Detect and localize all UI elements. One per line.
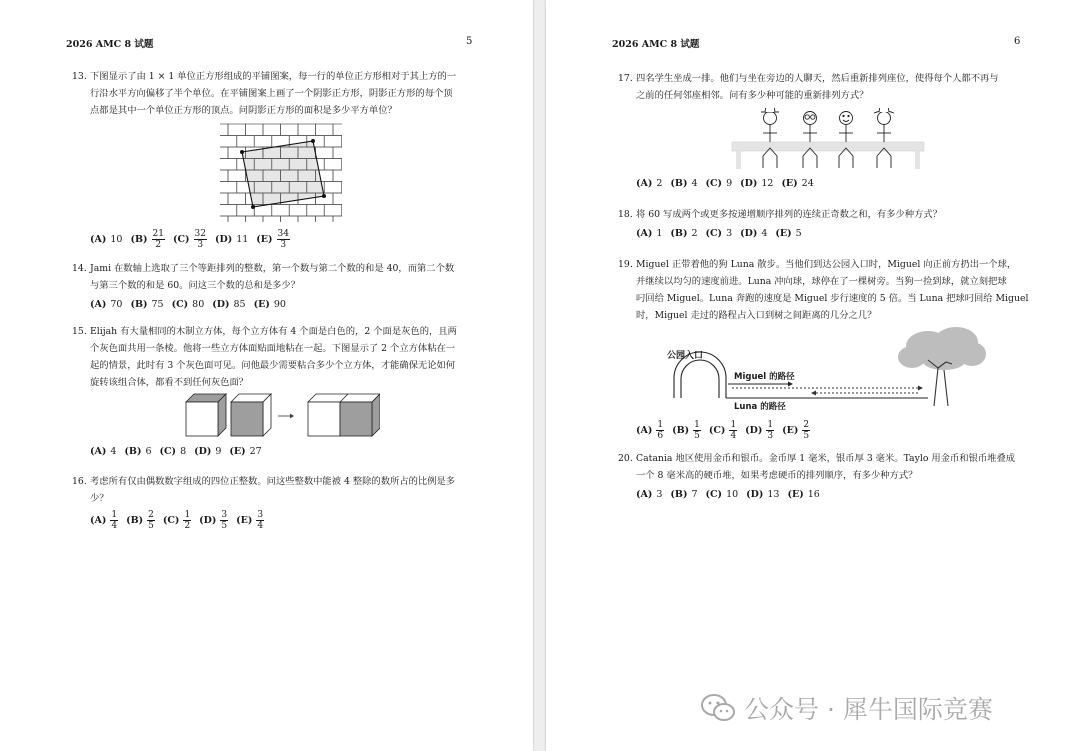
unit-tile xyxy=(333,216,342,222)
choice-value: 7 xyxy=(691,489,698,500)
answer-choice xyxy=(199,510,228,531)
choice-label: (E) xyxy=(782,425,799,436)
wechat-icon xyxy=(700,693,736,723)
choice-label: (B) xyxy=(670,489,688,500)
fraction-denominator: 4 xyxy=(730,431,737,441)
question-line: 点都是其中一个单位正方形的顶点。问阴影正方形的面积是多少平方单位？ xyxy=(90,105,397,116)
choice-label: (C) xyxy=(705,178,723,189)
choice-value: 4 xyxy=(691,178,698,189)
choice-label: (A) xyxy=(636,489,653,500)
park-path-figure xyxy=(666,326,986,418)
question-number: 16. xyxy=(72,476,87,487)
choice-value: 11 xyxy=(236,234,249,245)
answer-choice xyxy=(236,510,264,531)
answer-choice xyxy=(194,446,221,457)
page-number: 5 xyxy=(466,36,473,47)
page-number: 6 xyxy=(1014,36,1021,47)
fraction-denominator: 5 xyxy=(803,431,810,441)
choice-fraction xyxy=(277,229,290,250)
choice-value: 6 xyxy=(145,446,152,457)
choice-value: 70 xyxy=(110,299,123,310)
student-figure-icon xyxy=(803,112,817,169)
unit-tile xyxy=(298,216,316,222)
answer-choice xyxy=(740,178,773,189)
unit-tile xyxy=(316,216,334,222)
fraction-denominator: 3 xyxy=(280,240,287,250)
fraction-numerator: 32 xyxy=(194,229,206,239)
cube-white-front xyxy=(186,394,226,436)
choice-fraction xyxy=(194,229,207,250)
choice-value: 9 xyxy=(726,178,733,189)
choice-value: 4 xyxy=(110,446,117,457)
fraction-numerator: 2 xyxy=(148,510,154,520)
choice-fraction xyxy=(766,420,774,441)
answer-choices-19 xyxy=(636,420,818,441)
question-14 xyxy=(72,260,492,294)
choice-label: (C) xyxy=(172,234,190,245)
fraction-numerator: 1 xyxy=(184,510,191,520)
question-17 xyxy=(618,70,1038,104)
header-title: 2026 AMC 8 试题 xyxy=(66,39,154,50)
question-line: 并继续以均匀的速度前进。Luna 冲向球，球停在了一棵树旁。当狗一捡到球，就立刻把球 xyxy=(636,276,1007,287)
unit-tile xyxy=(220,136,237,148)
choice-fraction xyxy=(220,510,228,531)
unit-tile xyxy=(289,205,307,217)
choice-label: (D) xyxy=(212,299,230,310)
question-number: 15. xyxy=(72,326,87,337)
fraction-numerator: 34 xyxy=(277,229,289,239)
question-number: 14. xyxy=(72,263,87,274)
choice-label: (B) xyxy=(670,178,688,189)
choice-label: (D) xyxy=(740,178,758,189)
choice-fraction xyxy=(152,229,165,250)
fraction-denominator: 3 xyxy=(197,240,204,250)
unit-tile xyxy=(307,205,325,217)
answer-choice xyxy=(670,178,697,189)
choice-label: (B) xyxy=(672,425,690,436)
unit-tile xyxy=(333,170,342,182)
question-line: Miguel 正带着他的狗 Luna 散步。当他们到达公园入口时，Miguel 向正前方扔出一个球， xyxy=(636,259,1017,270)
answer-choice xyxy=(709,420,737,441)
answer-choices-16 xyxy=(90,510,272,531)
student-figure-icon xyxy=(874,108,894,168)
choice-label: (D) xyxy=(214,234,233,245)
choice-value: 4 xyxy=(761,228,768,239)
fraction-numerator: 1 xyxy=(694,420,700,430)
choice-value: 3 xyxy=(656,489,663,500)
choice-label: (E) xyxy=(256,234,273,245)
fraction-denominator: 6 xyxy=(657,431,664,441)
choice-label: (B) xyxy=(130,299,148,310)
choice-label: (B) xyxy=(130,234,148,245)
question-13 xyxy=(72,68,492,119)
unit-tile xyxy=(220,147,228,159)
left-page xyxy=(0,0,533,751)
unit-tile xyxy=(324,136,342,148)
question-19 xyxy=(618,256,1048,324)
answer-choices-15 xyxy=(90,446,270,457)
answer-choice xyxy=(706,489,739,500)
choice-label: (E) xyxy=(229,446,246,457)
fraction-denominator: 5 xyxy=(221,521,228,531)
choice-label: (C) xyxy=(705,489,723,500)
choice-fraction xyxy=(256,510,264,531)
question-line: 叼回给 Miguel。Luna 奔跑的速度是 Miguel 步行速度的 5 倍。当 Luna 把球叼回给 Miguel xyxy=(636,293,1029,304)
choice-fraction xyxy=(183,510,191,531)
unit-tile xyxy=(220,193,228,205)
question-line: Elijah 有大量相同的木制立方体，每个立方体有 4 个面是白色的，2 个面是灰色的，且两 xyxy=(90,326,457,337)
question-line: 下图显示了由 1 × 1 单位正方形组成的平铺图案，每一行的单位正方形相对于其上方的一 xyxy=(90,71,457,82)
fraction-numerator: 1 xyxy=(767,420,774,430)
fraction-numerator: 3 xyxy=(257,510,264,520)
choice-fraction xyxy=(656,420,664,441)
watermark-text: 公众号 · 犀牛国际竞赛 xyxy=(744,695,993,724)
choice-label: (E) xyxy=(787,489,804,500)
question-number: 19. xyxy=(618,259,633,270)
unit-tile xyxy=(324,205,342,217)
shaded-square xyxy=(242,141,324,207)
watermark xyxy=(700,688,1060,728)
answer-choice xyxy=(256,229,290,250)
unit-tile xyxy=(324,182,342,194)
answer-choice xyxy=(212,299,245,310)
miguel-path-label: Miguel 的路径 xyxy=(734,372,795,382)
unit-tile xyxy=(220,170,228,182)
fraction-denominator: 4 xyxy=(257,521,264,531)
answer-choice xyxy=(636,489,662,500)
unit-tile xyxy=(281,124,299,136)
question-line: 时，Miguel 走过的路程占入口到树之间距离的几分之几？ xyxy=(636,310,877,321)
answer-choice xyxy=(229,446,261,457)
choice-label: (B) xyxy=(670,228,688,239)
answer-choice xyxy=(130,229,164,250)
choice-value: 8 xyxy=(180,446,187,457)
choice-fraction xyxy=(147,510,155,531)
choice-label: (D) xyxy=(194,446,212,457)
answer-choice xyxy=(740,228,767,239)
cube-gray-front xyxy=(231,394,271,436)
answer-choice xyxy=(775,228,801,239)
unit-tile xyxy=(333,124,342,136)
unit-tile xyxy=(220,216,228,222)
choice-value: 24 xyxy=(801,178,814,189)
question-15 xyxy=(72,323,492,391)
unit-tile xyxy=(228,193,246,205)
unit-tile xyxy=(316,124,334,136)
answer-choices-20 xyxy=(636,489,828,500)
question-number: 20. xyxy=(618,453,633,464)
fraction-denominator: 4 xyxy=(111,521,118,531)
question-line: 与第三个数的和是 60。问这三个数的总和是多少？ xyxy=(90,280,301,291)
question-line: 一个 8 毫米高的硬币堆，如果考虑硬币的排列顺序，有多少种方式？ xyxy=(636,470,918,481)
answer-choice xyxy=(173,229,207,250)
answer-choices-14 xyxy=(90,299,294,310)
park-entrance-label: 公园入口 xyxy=(667,351,704,361)
unit-tile xyxy=(281,216,299,222)
fraction-numerator: 21 xyxy=(152,229,164,239)
choice-value: 10 xyxy=(110,234,123,245)
answer-choice xyxy=(160,446,187,457)
answer-choices-17 xyxy=(636,178,822,189)
answer-choice xyxy=(636,228,662,239)
answer-choice xyxy=(130,299,163,310)
choice-label: (B) xyxy=(124,446,142,457)
question-line: Catania 地区使用金币和银币。金币厚 1 毫米，银币厚 3 毫米。Taylo 用金币和银币堆叠成 xyxy=(636,453,1016,464)
choice-value: 13 xyxy=(767,489,780,500)
unit-tile xyxy=(246,124,264,136)
fraction-denominator: 2 xyxy=(155,240,162,250)
question-line: 之前的任何邻座相邻。问有多少种可能的重新排列方式？ xyxy=(636,90,869,101)
question-line: 少？ xyxy=(90,493,109,504)
answer-choice xyxy=(670,489,697,500)
unit-tile xyxy=(298,124,316,136)
choice-fraction xyxy=(729,420,737,441)
answer-choice xyxy=(254,299,286,310)
question-line: 起的情景，此时有 3 个灰色面可见。问他最少需要粘合多少个立方体，才能确保无论如何 xyxy=(90,360,456,371)
choice-label: (A) xyxy=(90,446,107,457)
choice-label: (B) xyxy=(126,515,144,526)
unit-tile xyxy=(228,170,246,182)
fraction-denominator: 3 xyxy=(767,431,774,441)
answer-choice xyxy=(746,489,779,500)
choice-label: (D) xyxy=(740,228,758,239)
answer-choice xyxy=(672,420,701,441)
choice-label: (E) xyxy=(253,299,270,310)
choice-value: 85 xyxy=(233,299,246,310)
answer-choice xyxy=(163,510,191,531)
four-students-bench-figure xyxy=(730,108,926,170)
choice-value: 2 xyxy=(691,228,698,239)
arrow-icon xyxy=(278,414,294,419)
choice-label: (C) xyxy=(171,299,189,310)
unit-tile xyxy=(228,124,246,136)
fraction-numerator: 1 xyxy=(657,420,664,430)
choice-label: (A) xyxy=(90,515,107,526)
choice-value: 5 xyxy=(795,228,802,239)
unit-tile xyxy=(228,216,246,222)
answer-choice xyxy=(787,489,819,500)
glued-cube-pair xyxy=(308,394,380,436)
student-figure-icon xyxy=(839,112,853,169)
choice-label: (E) xyxy=(236,515,253,526)
header-title: 2026 AMC 8 试题 xyxy=(612,39,700,50)
fraction-numerator: 3 xyxy=(221,510,228,520)
choice-value: 3 xyxy=(726,228,733,239)
fraction-numerator: 2 xyxy=(803,420,810,430)
choice-label: (A) xyxy=(636,178,653,189)
answer-choice xyxy=(90,299,122,310)
question-line: 四名学生坐成一排。他们与坐在旁边的人聊天，然后重新排列座位，使得每个人都不再与 xyxy=(636,73,999,84)
unit-tile xyxy=(220,205,237,217)
choice-label: (C) xyxy=(705,228,723,239)
fraction-denominator: 2 xyxy=(184,521,191,531)
brick-tiling-figure xyxy=(220,122,342,222)
unit-tile xyxy=(324,159,342,171)
answer-choice xyxy=(706,178,733,189)
question-number: 13. xyxy=(72,71,87,82)
unit-tile xyxy=(237,136,255,148)
choice-value: 1 xyxy=(656,228,663,239)
answer-choice xyxy=(172,299,205,310)
choice-label: (A) xyxy=(90,234,107,245)
question-20 xyxy=(618,450,1048,484)
unit-tile xyxy=(220,182,237,194)
choice-label: (D) xyxy=(199,515,217,526)
unit-tile xyxy=(246,216,264,222)
fraction-denominator: 5 xyxy=(694,431,700,441)
question-line: 个灰色面共用一条棱。他将一些立方体面贴面地粘在一起。下图显示了 2 个立方体粘在一 xyxy=(90,343,456,354)
choice-label: (E) xyxy=(781,178,798,189)
unit-tile xyxy=(272,205,290,217)
answer-choice xyxy=(90,234,122,245)
answer-choice xyxy=(745,420,774,441)
answer-choice xyxy=(90,446,116,457)
answer-choice xyxy=(782,420,810,441)
choice-label: (D) xyxy=(745,425,763,436)
answer-choice xyxy=(126,510,155,531)
choice-label: (C) xyxy=(162,515,180,526)
answer-choice xyxy=(636,178,662,189)
answer-choice xyxy=(670,228,697,239)
choice-value: 80 xyxy=(192,299,205,310)
question-line: 旋转该组合体，都看不到任何灰色面？ xyxy=(90,377,249,388)
question-number: 17. xyxy=(618,73,633,84)
question-16 xyxy=(72,473,492,507)
student-figure-icon xyxy=(761,108,779,168)
question-18 xyxy=(618,206,1038,223)
answer-choices-18 xyxy=(636,228,810,239)
choice-label: (E) xyxy=(775,228,792,239)
choice-value: 10 xyxy=(726,489,739,500)
glued-cubes-figure xyxy=(184,392,380,438)
answer-choice xyxy=(636,420,664,441)
choice-value: 27 xyxy=(249,446,262,457)
answer-choices-13 xyxy=(90,229,298,250)
unit-tile xyxy=(220,124,228,136)
answer-choice xyxy=(90,510,118,531)
question-line: 将 60 写成两个或更多按递增顺序排列的连续正奇数之和，有多少种方式？ xyxy=(636,209,942,220)
unit-tile xyxy=(333,193,342,205)
choice-value: 90 xyxy=(273,299,286,310)
tree-icon xyxy=(898,327,986,406)
unit-tile xyxy=(263,124,281,136)
choice-fraction xyxy=(693,420,701,441)
choice-label: (A) xyxy=(90,299,107,310)
choice-label: (A) xyxy=(636,228,653,239)
choice-fraction xyxy=(802,420,810,441)
fraction-numerator: 1 xyxy=(111,510,118,520)
choice-value: 9 xyxy=(215,446,222,457)
question-line: Jami 在数轴上选取了三个等距排列的整数，第一个数与第二个数的和是 40，而第二个数 xyxy=(90,263,455,274)
answer-choice xyxy=(706,228,733,239)
choice-value: 12 xyxy=(761,178,774,189)
answer-choice xyxy=(781,178,813,189)
question-number: 18. xyxy=(618,209,633,220)
choice-label: (C) xyxy=(159,446,177,457)
right-page xyxy=(546,0,1080,751)
unit-tile xyxy=(263,216,281,222)
question-line: 行沿水平方向偏移了半个单位。在平铺图案上画了一个阴影正方形，阴影正方形的每个顶 xyxy=(90,88,453,99)
answer-choice xyxy=(124,446,151,457)
choice-fraction xyxy=(110,510,118,531)
choice-label: (C) xyxy=(708,425,726,436)
unit-tile xyxy=(254,136,272,148)
question-line: 考虑所有仅由偶数数字组成的四位正整数。问这些整数中能被 4 整除的数所占的比例是多 xyxy=(90,476,456,487)
fraction-numerator: 1 xyxy=(730,420,737,430)
choice-value: 2 xyxy=(656,178,663,189)
unit-tile xyxy=(333,147,342,159)
unit-tile xyxy=(220,159,237,171)
choice-value: 16 xyxy=(807,489,820,500)
unit-tile xyxy=(316,147,334,159)
luna-path-label: Luna 的路径 xyxy=(734,402,786,412)
choice-label: (A) xyxy=(636,425,653,436)
choice-label: (D) xyxy=(746,489,764,500)
choice-value: 75 xyxy=(151,299,164,310)
bench xyxy=(732,142,924,151)
fraction-denominator: 5 xyxy=(148,521,154,531)
answer-choice xyxy=(215,234,248,245)
